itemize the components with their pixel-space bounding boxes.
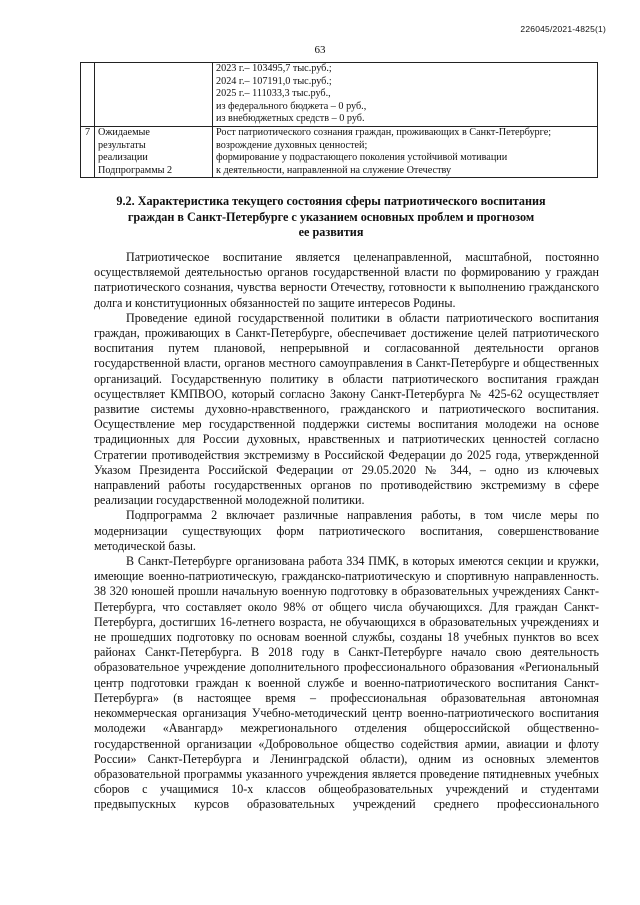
- row-name-line: Подпрограммы 2: [98, 164, 173, 176]
- section-heading-line: ее развития: [298, 225, 364, 239]
- result-line: возрождение духовных ценностей;: [216, 139, 368, 151]
- section-heading-line: 9.2. Характеристика текущего состояния сферы патриотического воспитания: [116, 194, 546, 208]
- paragraph: Проведение единой государственной политики в области патриотического воспитания граждан, проживающих в Санкт-Петербурге, обеспечивает достижение целей патриотического воспитания путем плановой, непрерывной и согласованной деятельности органов государственной власти, органов местного самоуправления в Санкт-Петербурге и общественных организаций. Государственную политику в области патриотического воспитания граждан осуществляет КМПВОО, который согласно Закону Санкт-Петербурга № 425-62 осуществляет развитие системы духовно-нравственного, гражданского и патриотического воспитания. Осуществление мер государственной поддержки системы воспитания молодежи на основе традиционных для России духовных, нравственных и патриотических ценностей согласно Стратегии противодействия экстремизму в Российской Федерации до 2025 года, утвержденной Указом Президента Российской Федерации от 29.05.2020 № 344, – одно из ключевых направлений работы государственных органов по противодействию экстремизму в сфере реализации государственной молодежной политики.: [94, 310, 599, 508]
- result-line: к деятельности, направленной на служение Отечеству: [216, 164, 452, 176]
- table-row-funding: [81, 63, 598, 127]
- result-line: формирование у подрастающего поколения устойчивой мотивации: [216, 152, 508, 164]
- paragraph: Патриотическое воспитание является целенаправленной, масштабной, постоянно осуществляемой деятельностью органов государственной власти по формированию у граждан патриотического сознания, чувства верности Отечеству, готовности к выполнению гражданского долга и конституционных обязанностей по защите интересов Родины.: [94, 250, 599, 310]
- funding-line: 2024 г.– 107191,0 тыс.руб.;: [216, 75, 332, 87]
- row-name-line: Ожидаемые: [98, 126, 150, 138]
- page-number: 63: [314, 44, 326, 56]
- row-number: 7: [81, 126, 95, 177]
- funding-cell: [213, 63, 598, 127]
- expected-results-cell: [213, 126, 598, 177]
- result-line: Рост патриотического сознания граждан, проживающих в Санкт-Петербурге;: [216, 126, 552, 138]
- document-registration-number: 226045/2021-4825(1): [520, 24, 606, 34]
- funding-line: 2025 г.– 111033,3 тыс.руб.,: [216, 88, 331, 100]
- row-name-line: реализации: [98, 152, 148, 164]
- table-cell-empty: [81, 63, 95, 127]
- passport-table: [80, 62, 598, 178]
- paragraph: Подпрограмма 2 включает различные направления работы, в том числе меры по модернизации существующих форм патриотического воспитания, совершенствование методической базы.: [94, 508, 599, 553]
- funding-line: из внебюджетных средств – 0 руб.: [216, 113, 365, 125]
- row-name-line: результаты: [98, 139, 146, 151]
- section-heading-line: граждан в Санкт-Петербурге с указанием основных проблем и прогнозом: [127, 209, 535, 224]
- funding-line: 2023 г.– 103495,7 тыс.руб.;: [216, 63, 332, 74]
- section-heading: [96, 194, 566, 241]
- table-cell-empty: [95, 63, 213, 127]
- table-row-expected-results: [81, 126, 598, 177]
- body-text: [94, 250, 599, 813]
- row-name-cell: [95, 126, 213, 177]
- paragraph: В Санкт-Петербурге организована работа 334 ПМК, в которых имеются секции и кружки, имеющие военно-патриотическую, гражданско-патриотическую и спортивную направленность. 38 320 юношей прошли начальную военную подготовку в образовательных учреждениях Санкт-Петербурга, что составляет около 98% от общего числа обучающихся. Для граждан Санкт-Петербурга, достигших 16-летнего возраста, не обучающихся в образовательных учреждениях и не прошедших подготовку по основам военной службы, созданы 18 учебных пунктов во всех районах Санкт-Петербурга. В 2018 году в Санкт-Петербурге начало свою деятельность образовательное учреждение дополнительного профессионального образования «Региональный центр подготовки граждан к военной службе и военно-патриотического воспитания Санкт-Петербурга» (в настоящее время – профессиональная образовательная автономная некоммерческая организация Учебно-методический центр военно-патриотического воспитания молодежи «Авангард» межрегионального отделения общероссийской общественно-государственной организации «Добровольное общество содействия армии, авиации и флоту России» Санкт-Петербурга и Ленинградской области), одним из основных элементов образовательной программы указанного учреждения является проведение пятидневных учебных сборов с учащимися 10-х классов общеобразовательных учреждений и студентами предвыпускных курсов образовательных учреждений среднего профессионального: [94, 554, 599, 812]
- funding-line: из федерального бюджета – 0 руб.,: [216, 100, 367, 112]
